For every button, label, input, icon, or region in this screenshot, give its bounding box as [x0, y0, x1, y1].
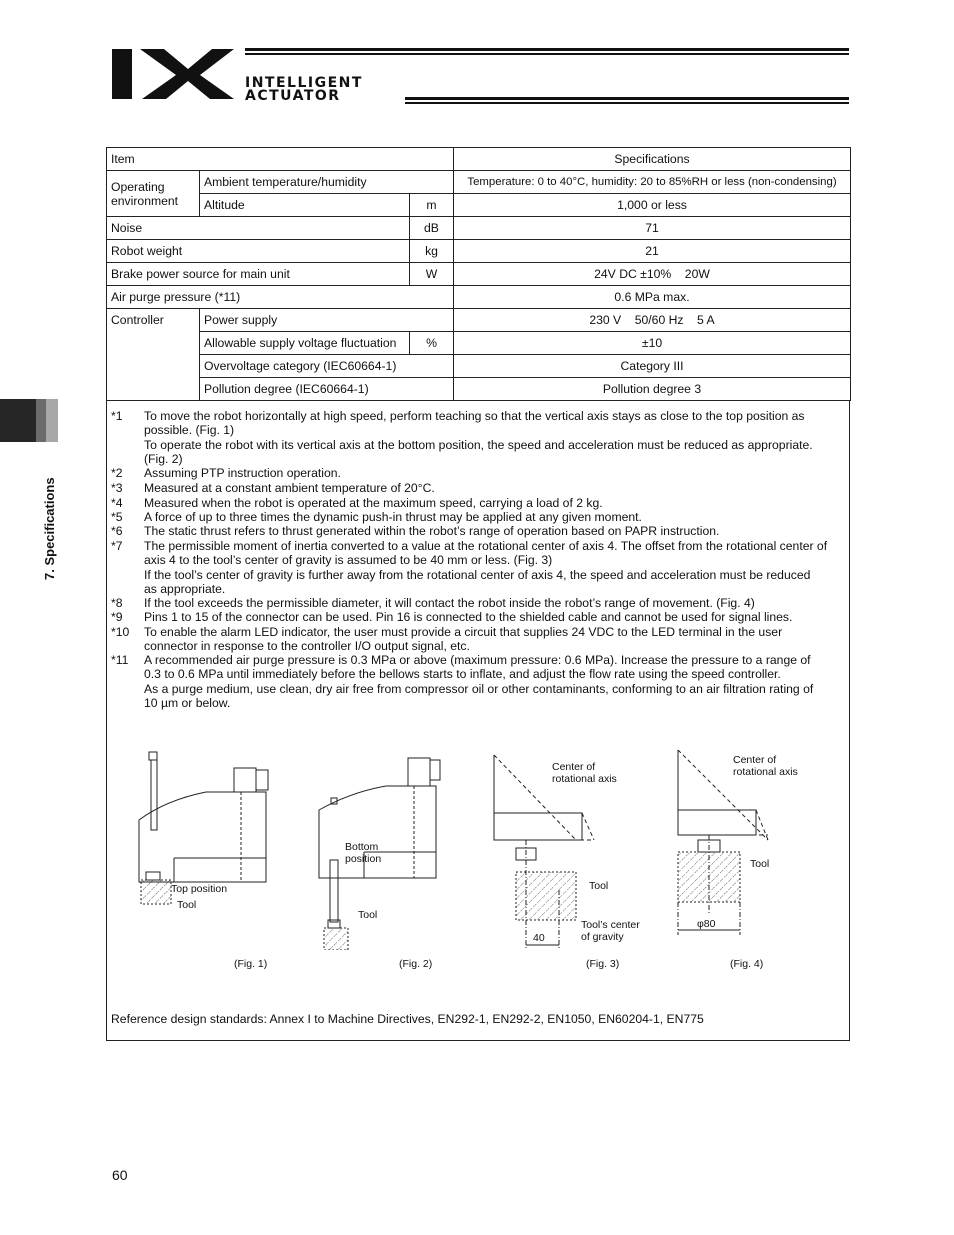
row-label: Brake power source for main unit [107, 263, 410, 286]
fig1-label-tool: Tool [177, 899, 197, 911]
row-unit: dB [410, 217, 454, 240]
row-value: 1,000 or less [454, 194, 851, 217]
header-item: Item [107, 148, 454, 171]
brand-line-intelligent: INTELLIGENT [245, 75, 363, 91]
row-label-blank [107, 332, 200, 401]
fig1-robot [139, 752, 268, 904]
row-label: Power supply [200, 309, 454, 332]
table-row [107, 171, 851, 194]
fig2-label-bottom-position: Bottom position [345, 841, 382, 865]
row-label: Ambient temperature/humidity [200, 171, 454, 194]
side-tab-marker [0, 399, 36, 442]
spec-table [106, 147, 851, 401]
fig3-dimension: 40 [533, 932, 545, 944]
row-label: Noise [107, 217, 410, 240]
fig3-label-cog: Tool’s center of gravity [581, 919, 640, 943]
row-value: Temperature: 0 to 40°C, humidity: 20 to 85%RH or less (non-condensing) [454, 171, 851, 194]
row-value: Pollution degree 3 [454, 378, 851, 401]
table-row [107, 332, 851, 355]
row-unit: W [410, 263, 454, 286]
ix-logo [112, 47, 234, 101]
row-unit: m [410, 194, 454, 217]
header-rule [245, 53, 849, 55]
row-value: 71 [454, 217, 851, 240]
fig4-dimension: φ80 [697, 918, 716, 930]
fig3-caption: (Fig. 3) [586, 958, 620, 970]
row-value: ±10 [454, 332, 851, 355]
fig1-label-top-position: Top position [171, 883, 228, 895]
fig4-caption: (Fig. 4) [730, 958, 764, 970]
row-label: Allowable supply voltage fluctuation [200, 332, 410, 355]
row-label: Air purge pressure (*11) [107, 286, 454, 309]
fig4-label-center: Center of rotational axis [733, 754, 798, 778]
row-value: 21 [454, 240, 851, 263]
row-unit: kg [410, 240, 454, 263]
table-row [107, 309, 851, 332]
fig1-caption: (Fig. 1) [234, 958, 268, 970]
fig4-label-tool: Tool [750, 858, 770, 870]
side-tab-label: 7. Specifications [42, 477, 57, 580]
reference-standards: Reference design standards: Annex I to Machine Directives, EN292-1, EN292-2, EN1050, EN60204-1, EN775 [111, 1012, 704, 1026]
table-header-row [107, 148, 851, 171]
row-value: 230 V 50/60 Hz 5 A [454, 309, 851, 332]
header-spec: Specifications [454, 148, 851, 171]
brand-line-actuator: ACTUATOR [245, 88, 341, 104]
fig3-label-tool: Tool [589, 880, 609, 892]
row-label: Overvoltage category (IEC60664-1) [200, 355, 454, 378]
table-row [107, 378, 851, 401]
fig2-label-tool: Tool [358, 909, 378, 921]
table-row [107, 240, 851, 263]
table-row [107, 286, 851, 309]
table-row [107, 263, 851, 286]
row-label: Altitude [200, 194, 410, 217]
side-tab-marker [36, 399, 46, 442]
fig3-label-center: Center of rotational axis [552, 761, 617, 785]
table-row [107, 194, 851, 217]
header-rule [405, 102, 849, 104]
header-rule [245, 48, 849, 51]
table-row [107, 217, 851, 240]
page-number: 60 [112, 1167, 128, 1183]
row-unit: % [410, 332, 454, 355]
row-value: Category III [454, 355, 851, 378]
table-row [107, 355, 851, 378]
side-tab-marker [46, 399, 58, 442]
row-value: 24V DC ±10% 20W [454, 263, 851, 286]
fig2-caption: (Fig. 2) [399, 958, 433, 970]
row-label: Robot weight [107, 240, 410, 263]
row-label: Pollution degree (IEC60664-1) [200, 378, 454, 401]
row-label-operating-env: Operating environment [107, 171, 200, 217]
row-label-controller: Controller [107, 309, 200, 332]
row-value: 0.6 MPa max. [454, 286, 851, 309]
header-rule [405, 97, 849, 100]
